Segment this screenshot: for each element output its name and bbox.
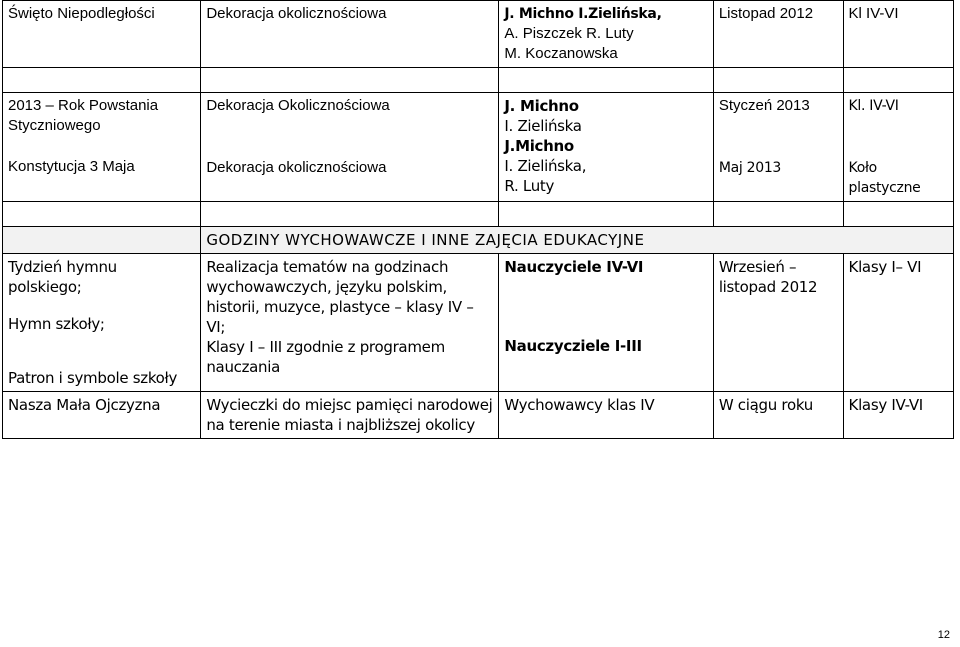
activity-line: VI;	[206, 318, 226, 336]
activity-cell	[201, 254, 499, 392]
date-line: Wrzesień –	[718, 258, 797, 276]
table-row	[3, 1, 954, 68]
class-cell: Kl IV-VI	[843, 1, 953, 68]
responsible-line: Nauczyciele IV-VI	[504, 258, 644, 276]
responsible-line: J. Michno I.Zielińska,	[504, 6, 662, 22]
activity-line: Realizacja tematów na godzinach	[206, 258, 449, 276]
activity-line: Klasy I – III zgodnie z programem	[206, 338, 445, 356]
activity-line: historii, muzyce, plastyce – klasy IV –	[206, 298, 474, 316]
class-line: Kl. IV-VI	[848, 98, 899, 114]
responsible-line: J. Michno	[504, 97, 579, 115]
event-line: 2013 – Rok Powstania	[8, 97, 159, 114]
spacer-row	[3, 202, 954, 227]
spacer-row	[3, 68, 954, 93]
event-line: Konstytucja 3 Maja	[8, 158, 135, 175]
responsible-line: Nauczycziele I-III	[504, 337, 642, 355]
date-line: Maj 2013	[718, 160, 782, 176]
class-cell: Klasy I– VI	[843, 254, 953, 392]
event-line: Hymn szkoły;	[8, 315, 105, 333]
responsible-line: A. Piszczek R. Luty	[504, 25, 634, 42]
activity-line: wychowawczych, języku polskim,	[206, 278, 447, 296]
date-cell: W ciągu roku	[713, 392, 843, 439]
date-cell	[713, 254, 843, 392]
responsible-line: I. Zielińska,	[504, 157, 587, 175]
activity-cell	[201, 93, 499, 202]
date-line: Styczeń 2013	[718, 97, 810, 114]
responsible-cell: Wychowawcy klas IV	[499, 392, 713, 439]
responsible-line: R. Luty	[504, 177, 555, 195]
table-row	[3, 93, 954, 202]
section-row	[3, 227, 954, 254]
event-line: Patron i symbole szkoły	[8, 369, 178, 387]
table-row	[3, 392, 954, 439]
activity-line: na terenie miasta i najbliższej okolicy	[206, 416, 475, 434]
responsible-cell	[499, 93, 713, 202]
class-cell	[843, 93, 953, 202]
responsible-line: J.Michno	[504, 137, 574, 155]
class-line: Koło	[848, 160, 877, 176]
activity-cell: Dekoracja okolicznościowa	[201, 1, 499, 68]
event-cell: Nasza Mała Ojczyzna	[3, 392, 201, 439]
event-cell	[3, 254, 201, 392]
event-line: Styczniowego	[8, 117, 101, 134]
event-cell: Święto Niepodległości	[3, 1, 201, 68]
class-line: plastyczne	[848, 180, 921, 196]
responsible-cell	[499, 1, 713, 68]
activity-line: Dekoracja Okolicznościowa	[206, 97, 390, 114]
activity-line: nauczania	[206, 358, 281, 376]
date-cell	[713, 93, 843, 202]
activity-line: Dekoracja okolicznościowa	[206, 159, 387, 176]
activity-line: Wycieczki do miejsc pamięci narodowej	[206, 396, 493, 414]
responsible-line: M. Koczanowska	[504, 45, 618, 62]
date-line: listopad 2012	[718, 278, 818, 296]
event-cell	[3, 93, 201, 202]
class-cell: Klasy IV-VI	[843, 392, 953, 439]
responsible-line: I. Zielińska	[504, 117, 582, 135]
heading-spacer	[3, 227, 201, 254]
activity-cell	[201, 392, 499, 439]
date-cell: Listopad 2012	[713, 1, 843, 68]
page-number: 12	[937, 629, 950, 641]
table-row	[3, 254, 954, 392]
event-line: polskiego;	[8, 278, 82, 296]
section-heading: GODZINY WYCHOWAWCZE I INNE ZAJĘCIA EDUKACYJNE	[201, 227, 954, 254]
event-line: Tydzień hymnu	[8, 258, 117, 276]
activities-table	[2, 0, 954, 439]
responsible-cell	[499, 254, 713, 392]
